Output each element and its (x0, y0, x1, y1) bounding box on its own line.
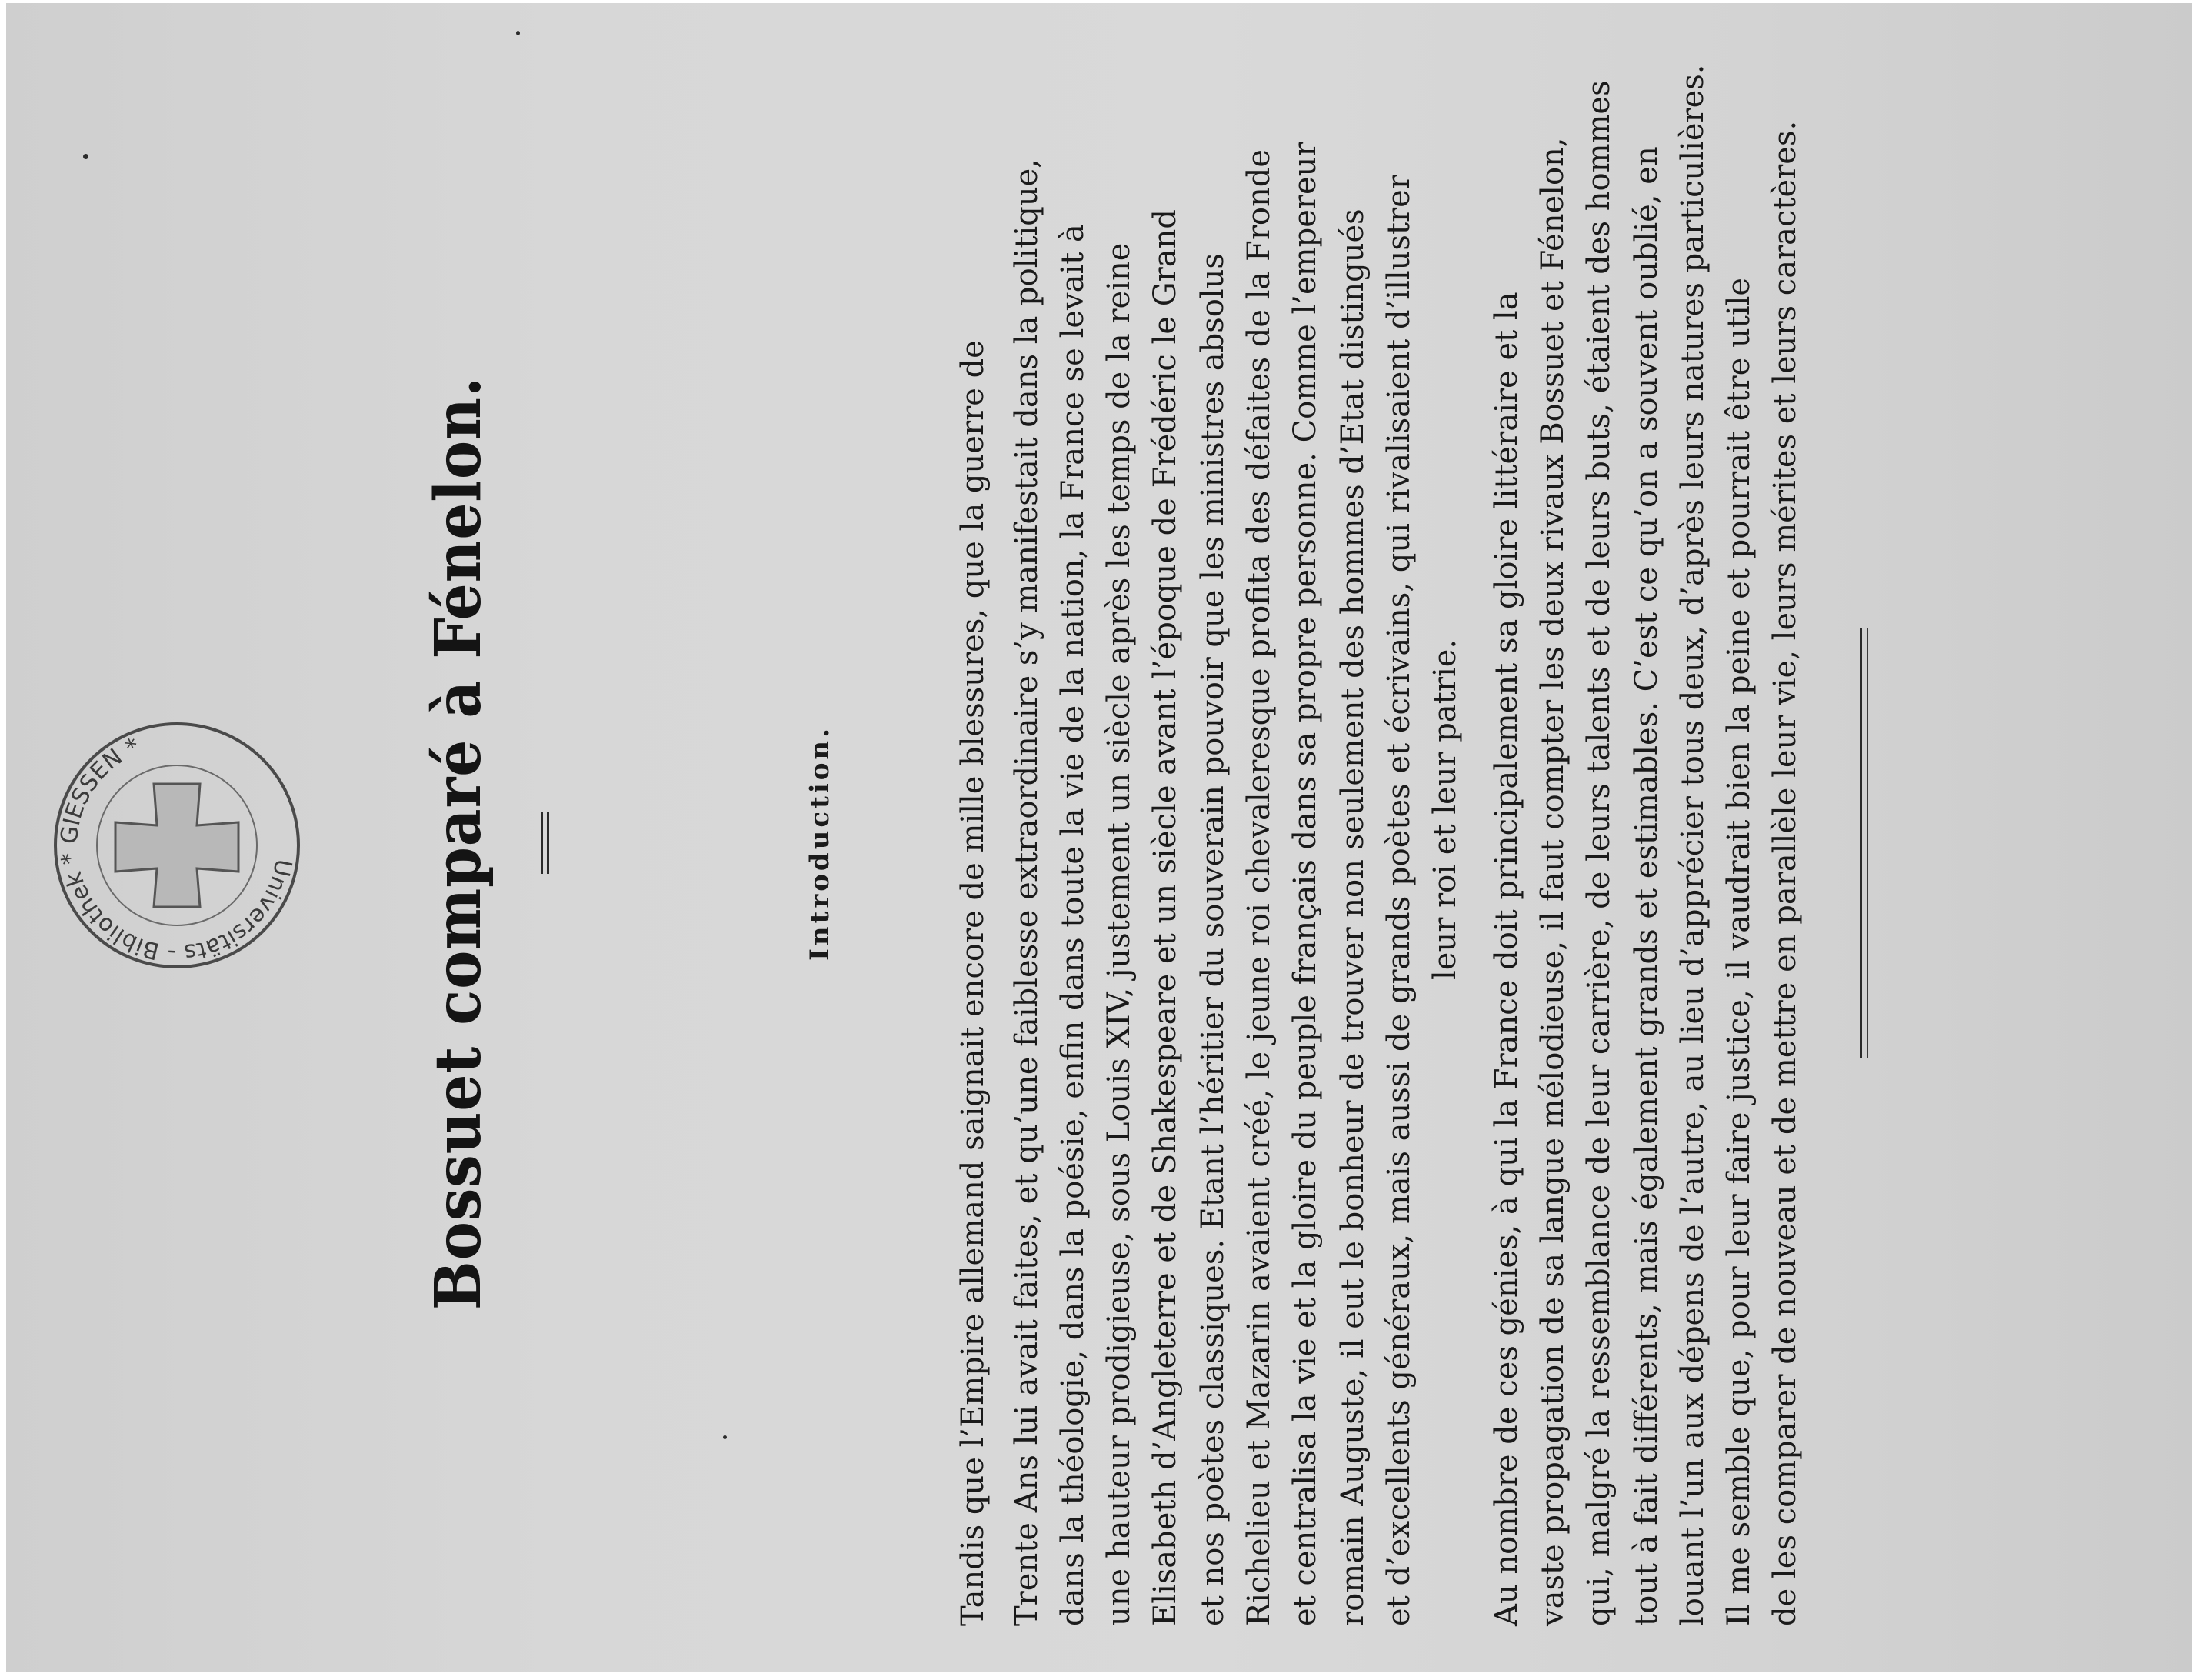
text-line: une hauteur prodigieuse, sous Louis XIV, justement un siècle après les temps de la reine (1101, 242, 1137, 1626)
library-stamp (46, 715, 308, 976)
text-line: Elisabeth d’Angleterre et de Shakespeare et un siècle avant l’époque de Frédéric le Grand (1148, 209, 1183, 1626)
text-line: romain Auguste, il eut le bonheur de trouver non seulement des hommes d’Etat distingués (1335, 208, 1371, 1626)
text-line: tout à fait différents, mais également grands et estimables. C’est ce qu’on a souvent oublié, en (1629, 146, 1664, 1626)
text-line: et nos poètes classiques. Etant l’héritier du souverain pouvoir que les ministres absolus (1195, 253, 1231, 1626)
text-line: et centralisa la vie et la gloire du peuple français dans sa propre personne. Comme l’empereur (1288, 142, 1323, 1626)
closing-rule (1860, 628, 1868, 1058)
text-line: Il me semble que, pour leur faire justice, il vaudrait bien la peine et pourrait être utile (1721, 277, 1757, 1626)
text-line: Trente Ans lui avait faites, et qu’une faiblesse extraordinaire s’y manifestait dans la politique, (1009, 158, 1044, 1626)
text-line: Richelieu et Mazarin avaient créé, le jeune roi chevaleresque profita des défaites de la Fronde (1241, 148, 1277, 1626)
title-rule (541, 812, 549, 874)
text-line: de les comparer de nouveau et de mettre en parallèle leur vie, leurs mérites et leurs caractères. (1767, 120, 1803, 1626)
rotated-page (6, 3, 2192, 1680)
text-line: et d’excellents généraux, mais aussi de grands poètes et écrivains, qui rivalisaient d’illustrer (1381, 175, 1417, 1626)
text-line: leur roi et leur patrie. (1427, 638, 1463, 980)
text-line: vaste propagation de sa langue mélodieuse, il faut compter les deux rivaux Bossuet et Fénelon, (1535, 137, 1571, 1626)
text-line: dans la théologie, dans la poésie, enfin dans toute la vie de la nation, la France se levait à (1055, 224, 1091, 1626)
stamp-text-path: Universitäts - Bibliothek * GIESSEN * (55, 732, 297, 967)
paper-sheet (6, 3, 2192, 1672)
text-line: qui, malgré la ressemblance de leur carrière, de leurs talents et de leurs buts, étaient des hommes (1581, 80, 1617, 1626)
text-line: Au nombre de ces génies, à qui la France doit principalement sa gloire littéraire et la (1489, 292, 1524, 1626)
section-heading: Introduction. (805, 725, 835, 961)
text-line: Tandis que l’Empire allemand saignait encore de mille blessures, que la guerre de (955, 340, 991, 1626)
document-title: Bossuet comparé à Fénelon. (421, 375, 495, 1311)
text-line: louant l’un aux dépens de l’autre, au lieu d’apprécier tous deux, d’après leurs natures particulières. (1675, 64, 1711, 1626)
